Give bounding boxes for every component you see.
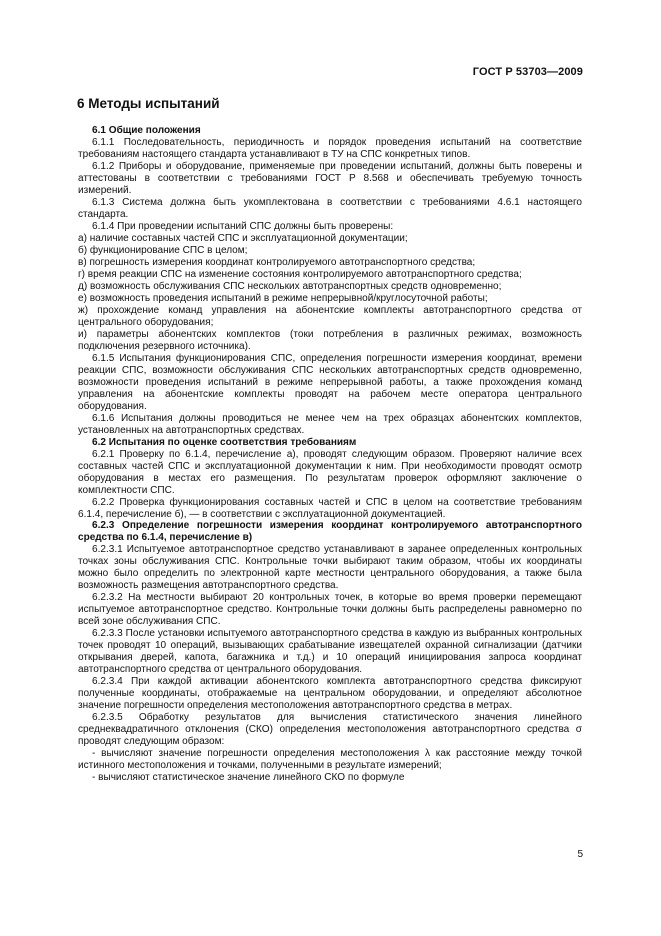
document-header: ГОСТ Р 53703—2009: [472, 66, 583, 78]
list-item: ж) прохождение команд управления на абонентские комплекты автотранспортного средства от центрального оборудования;: [78, 304, 582, 328]
paragraph: 6.1.1 Последовательность, периодичность и порядок проведения испытаний на соответствие требованиям настоящего стандарта устанавливают в ТУ на СПС конкретных типов.: [78, 136, 582, 160]
paragraph: 6.2.3.1 Испытуемое автотранспортное средство устанавливают в заранее определенных контрольных точках зоны обслуживания СПС. Контрольные точки выбирают таким образом, чтобы их координаты можно было определить по электронной карте местности центрального оборудования, а также была возможность размещения автотранспортного средства.: [78, 544, 582, 592]
section-title: 6 Методы испытаний: [77, 96, 220, 111]
list-item: б) функционирование СПС в целом;: [78, 244, 248, 256]
paragraph: 6.2.2 Проверка функционирования составных частей и СПС в целом на соответствие требованиям 6.1.4, перечисление б), — в соответствии с эксплуатационной документацией.: [78, 496, 582, 520]
subsection-heading: 6.2.3 Определение погрешности измерения координат контролируемого автотранспортного средства по 6.1.4, перечисление в): [78, 520, 582, 544]
paragraph: 6.2.3.2 На местности выбирают 20 контрольных точек, в которые во время проверки перемещают испытуемое автотранспортное средство. Контрольные точки должны быть распределены равномерно по всей зоне обслуживания СПС.: [78, 592, 582, 628]
paragraph: 6.2.1 Проверку по 6.1.4, перечисление а), проводят следующим образом. Проверяют наличие всех составных частей СПС и эксплуатационной документации к ним. При необходимости проводят осмотр оборудования в местах его размещения. По результатам проверок оформляют заключение о комплектности СПС.: [78, 448, 582, 496]
list-item: в) погрешность измерения координат контролируемого автотранспортного средства;: [78, 256, 476, 268]
paragraph: 6.2.3.4 При каждой активации абонентского комплекта автотранспортного средства фиксируют полученные координаты, отображаемые на центральном оборудовании, и определяют абсолютное значение погрешности определения местоположения автотранспортного средства в метрах.: [78, 676, 582, 712]
paragraph: 6.1.3 Система должна быть укомплектована в соответствии с требованиями 4.6.1 настоящего стандарта.: [78, 196, 582, 220]
list-item: а) наличие составных частей СПС и эксплуатационной документации;: [78, 232, 408, 244]
paragraph: 6.1.4 При проведении испытаний СПС должны быть проверены:: [92, 220, 394, 232]
list-item: д) возможность обслуживания СПС нескольких автотранспортных средств одновременно;: [78, 280, 502, 292]
paragraph: 6.2.3.5 Обработку результатов для вычисления статистического значения линейного среднеквадратичного отклонения (СКО) определения местоположения автотранспортного средства σ проводят следующим образом:: [78, 712, 582, 748]
paragraph: - вычисляют значение погрешности определения местоположения λ как расстояние между точкой истинного местоположения и точками, полученными в результате измерений;: [78, 748, 582, 772]
list-item: е) возможность проведения испытаний в режиме непрерывной/круглосуточной работы;: [78, 292, 488, 304]
paragraph: 6.1.2 Приборы и оборудование, применяемые при проведении испытаний, должны быть поверены и аттестованы в соответствии с требованиями ГОСТ Р 8.568 и обеспечивать требуемую точность измерений.: [78, 160, 582, 196]
paragraph: - вычисляют статистическое значение линейного СКО по формуле: [92, 772, 405, 784]
paragraph: 6.1.6 Испытания должны проводиться не менее чем на трех образцах абонентских комплектов, установленных на автотранспортных средствах.: [78, 412, 582, 436]
paragraph: 6.2.3.3 После установки испытуемого автотранспортного средства в каждую из выбранных контрольных точек проводят 10 операций, вызывающих срабатывание извещателей охранной сигнализации (датчики открывания дверей, капота, багажника и т.д.) и 10 операций инициирования запроса координат автотранспортного средства от центрального оборудования.: [78, 628, 582, 676]
subsection-heading: 6.2 Испытания по оценке соответствия требованиям: [92, 436, 357, 448]
list-item: и) параметры абонентских комплектов (токи потребления в различных режимах, возможность подключения резервного источника).: [78, 328, 582, 352]
list-item: г) время реакции СПС на изменение состояния контролируемого автотранспортного средства;: [78, 268, 522, 280]
subsection-heading: 6.1 Общие положения: [92, 125, 201, 136]
paragraph: 6.1.5 Испытания функционирования СПС, определения погрешности измерения координат, времени реакции СПС, возможности обслуживания СПС нескольких автотранспортных средств одновременно, возможности проведения испытаний в режиме непрерывной работы, а также прохождения команд управления на абонентские комплекты проводят на рабочем месте оператора центрального оборудования.: [78, 352, 582, 412]
document-body: [78, 125, 582, 784]
page-number: 5: [577, 849, 583, 860]
